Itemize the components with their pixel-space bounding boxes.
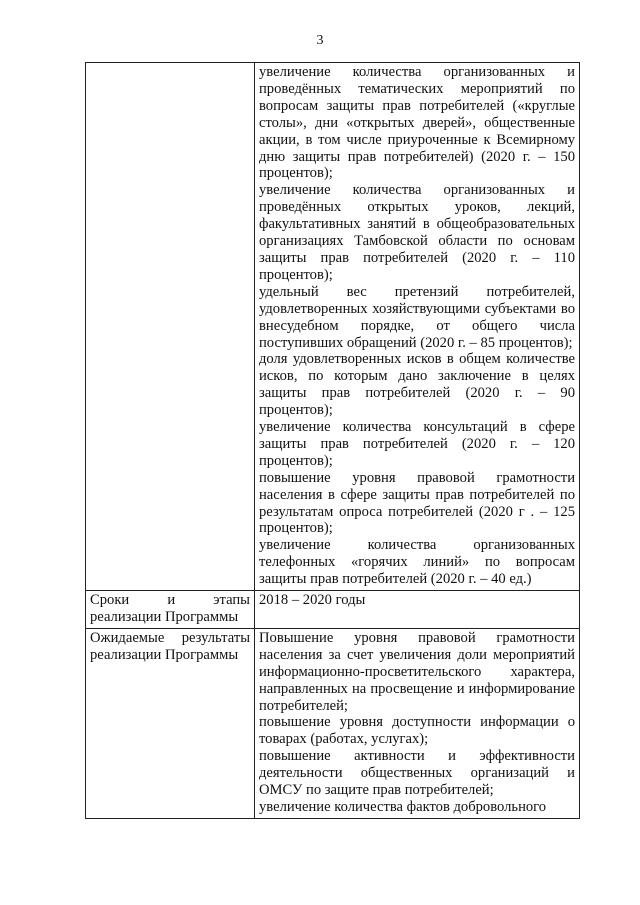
paragraph: доля удовлетворенных исков в общем количестве исков, по которым дано заключение в целях защиты прав потребителей (2020 г. – 90 процентов); [259, 351, 575, 419]
paragraph: Повышение уровня правовой грамотности населения за счет увеличения доли мероприятий информационно-просветительского характера, направленных на просвещение и информирование потребителей; [259, 629, 575, 714]
paragraph: увеличение количества организованных и проведённых открытых уроков, лекций, факультативных занятий в общеобразовательных организациях Тамбовской области по основам защиты прав потребителей (2020 г. – 110 процентов); [259, 182, 575, 283]
table-row [86, 628, 580, 818]
row-content [255, 628, 580, 818]
paragraph: удельный вес претензий потребителей, удовлетворенных хозяйствующими субъектами во внесудебном порядке, от общего числа поступивших обращений (2020 г. – 85 процентов); [259, 283, 575, 351]
paragraph: 2018 – 2020 годы [259, 592, 366, 609]
row-label [86, 63, 255, 591]
paragraph: повышение активности и эффективности деятельности общественных организаций и ОМСУ по защите прав потребителей; [259, 748, 575, 799]
paragraph: увеличение количества фактов добровольного [259, 798, 547, 815]
row-content [255, 591, 580, 629]
program-passport-table [85, 62, 580, 819]
paragraph: повышение уровня правовой грамотности населения в сфере защиты прав потребителей по результатам опроса потребителей (2020 г . – 125 процентов); [259, 469, 575, 537]
paragraph: повышение уровня доступности информации о товарах (работах, услугах); [259, 714, 575, 748]
row-content [255, 63, 580, 591]
row-label [86, 628, 255, 818]
row-label [86, 591, 255, 629]
page-number: 3 [316, 33, 324, 48]
paragraph: увеличение количества организованных и проведённых тематических мероприятий по вопросам защиты прав потребителей («круглые столы», дни «открытых дверей», общественные акции, в том числе приуроченные к Всемирному дню защиты прав потребителей) (2020 г. – 150 процентов); [259, 64, 575, 182]
label-text: Ожидаемые результаты реализации Программы [90, 629, 250, 663]
table-row [86, 591, 580, 629]
paragraph: увеличение количества организованных телефонных «горячих линий» по вопросам защиты прав потребителей (2020 г. – 40 ед.) [259, 537, 575, 588]
table-row [86, 63, 580, 591]
paragraph: увеличение количества консультаций в сфере защиты прав потребителей (2020 г. – 120 процентов); [259, 419, 575, 469]
label-text: Сроки и этапы реализации Программы [90, 592, 250, 625]
